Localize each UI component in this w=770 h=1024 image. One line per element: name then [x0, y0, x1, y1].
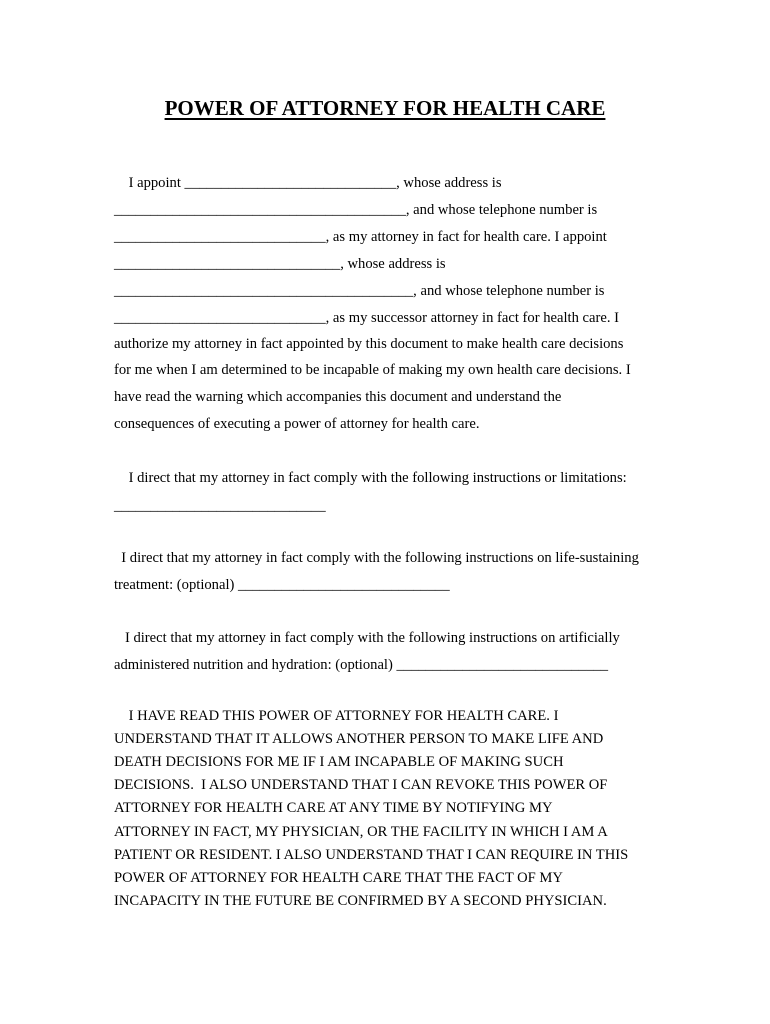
- instructions-line: I direct that my attorney in fact comply with the following instructions or limitations:: [114, 470, 627, 486]
- nutrition-line: administered nutrition and hydration: (optional) _____________________________: [114, 657, 609, 673]
- appointment-line: _____________________________, as my successor attorney in fact for health care. I: [114, 310, 619, 326]
- acknowledgement-line: UNDERSTAND THAT IT ALLOWS ANOTHER PERSON TO MAKE LIFE AND: [114, 731, 604, 747]
- acknowledgement-line: PATIENT OR RESIDENT. I ALSO UNDERSTAND THAT I CAN REQUIRE IN THIS: [114, 847, 629, 863]
- appointment-line: _____________________________, as my attorney in fact for health care. I appoint: [114, 229, 607, 245]
- appointment-line: have read the warning which accompanies this document and understand the: [114, 389, 562, 405]
- appointment-line: consequences of executing a power of attorney for health care.: [114, 416, 480, 432]
- instructions-blank: _____________________________: [114, 498, 326, 514]
- appointment-line: ________________________________________, and whose telephone number is: [114, 202, 598, 218]
- appointment-line: for me when I am determined to be incapable of making my own health care decisions. I: [114, 362, 631, 378]
- acknowledgement-line: POWER OF ATTORNEY FOR HEALTH CARE THAT THE FACT OF MY: [114, 870, 563, 886]
- nutrition-line: I direct that my attorney in fact comply with the following instructions on artificially: [114, 630, 620, 646]
- acknowledgement-line: I HAVE READ THIS POWER OF ATTORNEY FOR HEALTH CARE. I: [114, 708, 559, 724]
- acknowledgement-line: ATTORNEY FOR HEALTH CARE AT ANY TIME BY NOTIFYING MY: [114, 800, 553, 816]
- appointment-line: _______________________________, whose address is: [114, 256, 446, 272]
- appointment-line: _________________________________________, and whose telephone number is: [114, 283, 605, 299]
- life-sustaining-line: treatment: (optional) _____________________________: [114, 577, 450, 593]
- document-title: POWER OF ATTORNEY FOR HEALTH CARE: [164, 96, 606, 120]
- appointment-line: I appoint _____________________________, whose address is: [114, 175, 502, 191]
- life-sustaining-line: I direct that my attorney in fact comply with the following instructions on life-sustaining: [114, 550, 639, 566]
- acknowledgement-line: INCAPACITY IN THE FUTURE BE CONFIRMED BY A SECOND PHYSICIAN.: [114, 893, 607, 909]
- acknowledgement-line: ATTORNEY IN FACT, MY PHYSICIAN, OR THE FACILITY IN WHICH I AM A: [114, 824, 608, 840]
- appointment-line: authorize my attorney in fact appointed by this document to make health care decisions: [114, 336, 624, 352]
- acknowledgement-line: DECISIONS. I ALSO UNDERSTAND THAT I CAN REVOKE THIS POWER OF: [114, 777, 608, 793]
- acknowledgement-line: DEATH DECISIONS FOR ME IF I AM INCAPABLE OF MAKING SUCH: [114, 754, 564, 770]
